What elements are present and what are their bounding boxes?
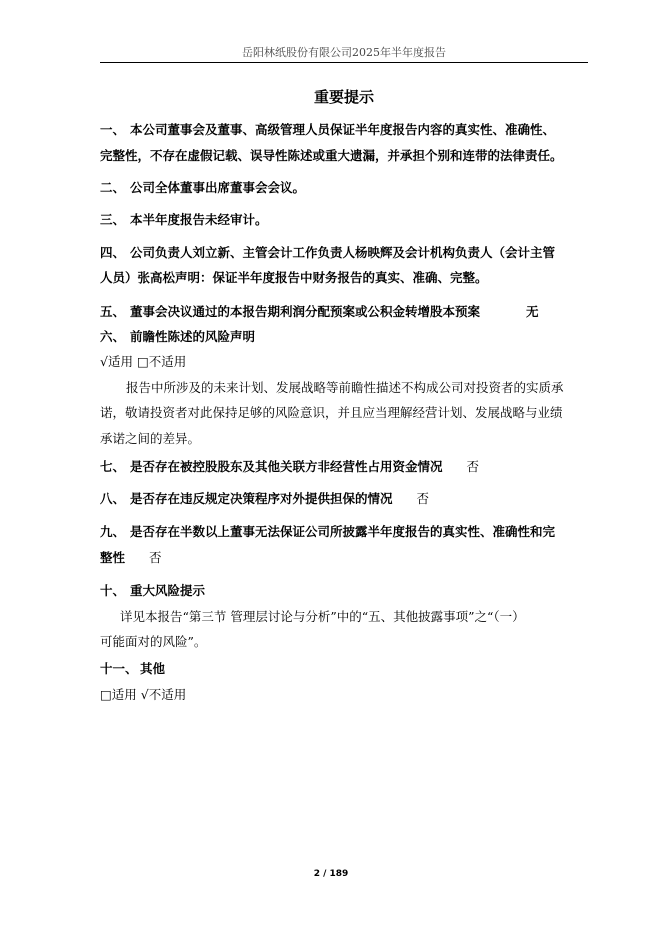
section-6	[100, 329, 255, 345]
section-7	[100, 459, 479, 475]
section-6-paragraph-line-3: 承诺之间的差异。	[100, 431, 201, 446]
section-10-number: 十、	[100, 583, 126, 598]
section-7-text: 是否存在被控股股东及其他关联方非经营性占用资金情况	[130, 459, 443, 474]
section-4-number: 四、	[100, 245, 126, 260]
section-10-text: 重大风险提示	[130, 583, 206, 598]
section-3-text: 本半年度报告未经审计。	[130, 212, 268, 227]
section-4-line-1	[100, 245, 555, 261]
section-6-text: 前瞻性陈述的风险声明	[130, 329, 256, 344]
page-header: 岳阳林纸股份有限公司2025年半年度报告	[242, 46, 446, 59]
section-9-line-1	[100, 524, 555, 540]
section-2	[100, 180, 305, 196]
section-9-text: 是否存在半数以上董事无法保证公司所披露半年度报告的真实性、准确性和完	[130, 524, 556, 539]
page-number: 2 / 189	[313, 869, 349, 879]
section-9-line-2	[100, 550, 162, 566]
section-1-line-2: 完整性，不存在虚假记载、误导性陈述或重大遗漏，并承担个别和连带的法律责任。	[100, 148, 563, 163]
section-10-paragraph-line-2: 可能面对的风险”。	[100, 634, 207, 649]
section-1-line-1	[100, 122, 555, 138]
section-1-number: 一、	[100, 122, 126, 137]
section-2-number: 二、	[100, 180, 126, 195]
section-4-text: 公司负责人刘立新、主管会计工作负责人杨映辉及会计机构负责人（会计主管	[130, 245, 556, 260]
section-8-answer: 否	[416, 491, 430, 506]
section-8-text: 是否存在违反规定决策程序对外提供担保的情况	[130, 491, 393, 506]
section-7-number: 七、	[100, 459, 126, 474]
section-11	[100, 661, 165, 677]
section-9-answer: 否	[149, 550, 162, 565]
section-10	[100, 583, 205, 599]
section-8	[100, 491, 429, 507]
section-7-answer: 否	[466, 459, 480, 474]
section-6-paragraph-line-2: 诺，敬请投资者对此保持足够的风险意识，并且应当理解经营计划、发展战略与业绩	[100, 405, 563, 420]
section-6-number: 六、	[100, 329, 126, 344]
section-3	[100, 212, 268, 228]
section-6-paragraph-line-1: 报告中所涉及的未来计划、发展战略等前瞻性描述不构成公司对投资者的实质承	[126, 380, 564, 395]
section-3-number: 三、	[100, 212, 126, 227]
section-2-text: 公司全体董事出席董事会会议。	[130, 180, 306, 195]
section-9-number: 九、	[100, 524, 126, 539]
section-6-applicability: √适用 □不适用	[100, 354, 187, 369]
section-10-paragraph-line-1: 详见本报告“第三节 管理层讨论与分析”中的“五、其他披露事项”之“（一）	[120, 609, 525, 624]
page-title: 重要提示	[313, 88, 374, 106]
section-9-text-continued: 整性	[100, 550, 126, 565]
section-11-text: 其他	[140, 661, 166, 676]
header-divider	[100, 62, 588, 63]
section-4-line-2: 人员）张高松声明：保证半年度报告中财务报告的真实、准确、完整。	[100, 270, 488, 285]
section-5-text: 董事会决议通过的本报告期利润分配预案或公积金转增股本预案	[130, 304, 481, 319]
section-11-applicability: □适用 √不适用	[100, 687, 187, 702]
section-5	[100, 304, 539, 320]
section-11-number: 十一、	[100, 661, 138, 676]
section-8-number: 八、	[100, 491, 126, 506]
section-1-text: 本公司董事会及董事、高级管理人员保证半年度报告内容的真实性、准确性、	[130, 122, 556, 137]
section-5-number: 五、	[100, 304, 126, 319]
section-5-answer: 无	[526, 304, 539, 319]
